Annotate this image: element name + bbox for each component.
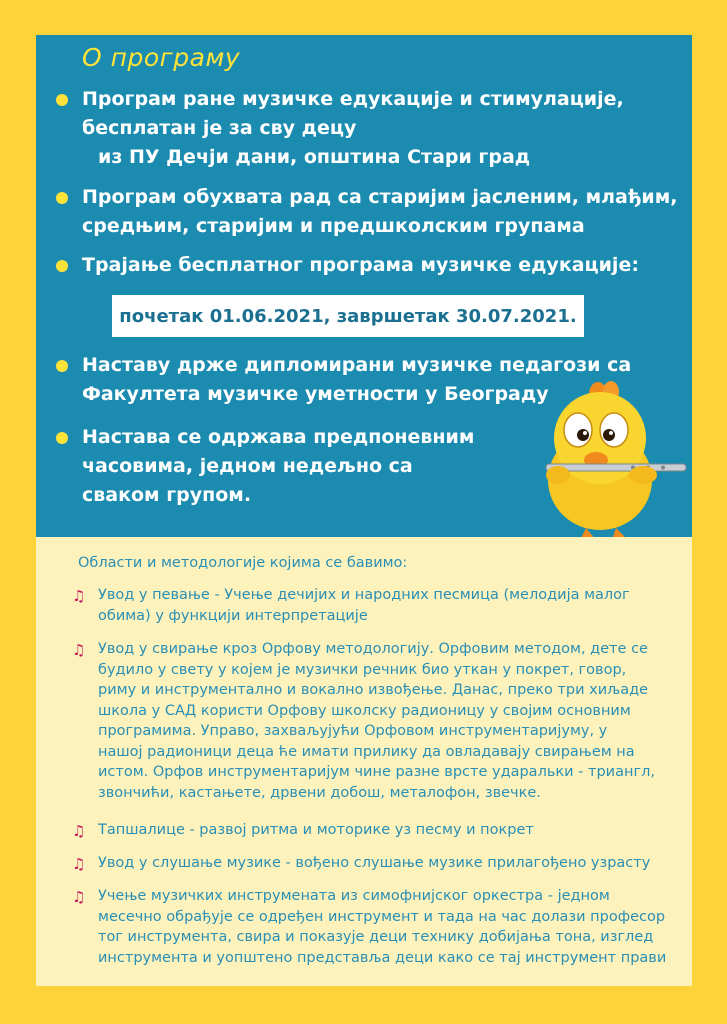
flyer-panel <box>36 35 692 986</box>
bullet-item: Програм ране музичке едукације и стимулације, бесплатан је за сву децу из ПУ Дечји дани, општина Стари град <box>56 85 624 172</box>
music-note-icon: ♫ <box>72 641 86 659</box>
bullet-item: Настава се одржава предпоневним часовима, једном недељно са сваком групом. <box>56 423 474 510</box>
section-title: О програму <box>82 43 241 72</box>
date-box: почетак 01.06.2021, завршетак 30.07.2021. <box>112 295 584 337</box>
about-section <box>36 35 692 537</box>
bullet-dot-icon <box>56 360 68 372</box>
music-note-icon: ♫ <box>72 888 86 906</box>
music-note-icon: ♫ <box>72 822 86 840</box>
bullet-dot-icon <box>56 192 68 204</box>
bullet-item: Програм обухвата рад са старијим јасленим, млађим, средњим, старијим и предшколским групама <box>56 183 677 241</box>
method-item: ♫ Тапшалице - развој ритма и моторике уз песму и покрет <box>72 822 534 840</box>
music-note-icon: ♫ <box>72 855 86 873</box>
bullet-item: Трајање бесплатног програма музичке едукације: <box>56 251 639 280</box>
methods-heading: Области и методологије којима се бавимо: <box>78 555 408 571</box>
bullet-dot-icon <box>56 260 68 272</box>
bullet-dot-icon <box>56 432 68 444</box>
bullet-dot-icon <box>56 94 68 106</box>
chick-playing-flute-icon <box>538 380 688 550</box>
method-item: ♫ Увод у слушање музике - вођено слушање музике прилагођено узрасту <box>72 855 651 873</box>
method-item: ♫ Увод у певање - Учење дечијих и народних песмица (мелодија малог обима) у функцији интерпретације <box>72 587 630 624</box>
bullet-item: Наставу држе дипломирани музичке педагози са Факултета музичке уметности у Београду <box>56 351 631 409</box>
method-item: ♫ Увод у свирање кроз Орфову методологију. Орфовим методом, дете се будило у свету у којем је музички речник био уткан у покрет, говор, риму и инструментално и вокално извођење. Данас, преко три хиљаде школа у САД користи Орфову школску радионицу у својим основним програмима. Управо, захваљујући Орфовом инструментаријуму, у нашој радионици деца ће имати прилику да овладавају свирањем на истом. Орфов инструментаријум чине разне врсте ударальки - триангл, звончићи, кастањете, дрвени добош, металофон, звечке. <box>72 641 655 801</box>
method-item: ♫ Учење музичких инструмената из симофнијског оркестра - једном месечно обрађује се одређен инструмент и тада на час долази професор тог инструмента, свира и показује деци технику добијања тона, изглед инструмента и уопштено представља деци како се тај инструмент прави <box>72 888 667 966</box>
music-note-icon: ♫ <box>72 587 86 605</box>
